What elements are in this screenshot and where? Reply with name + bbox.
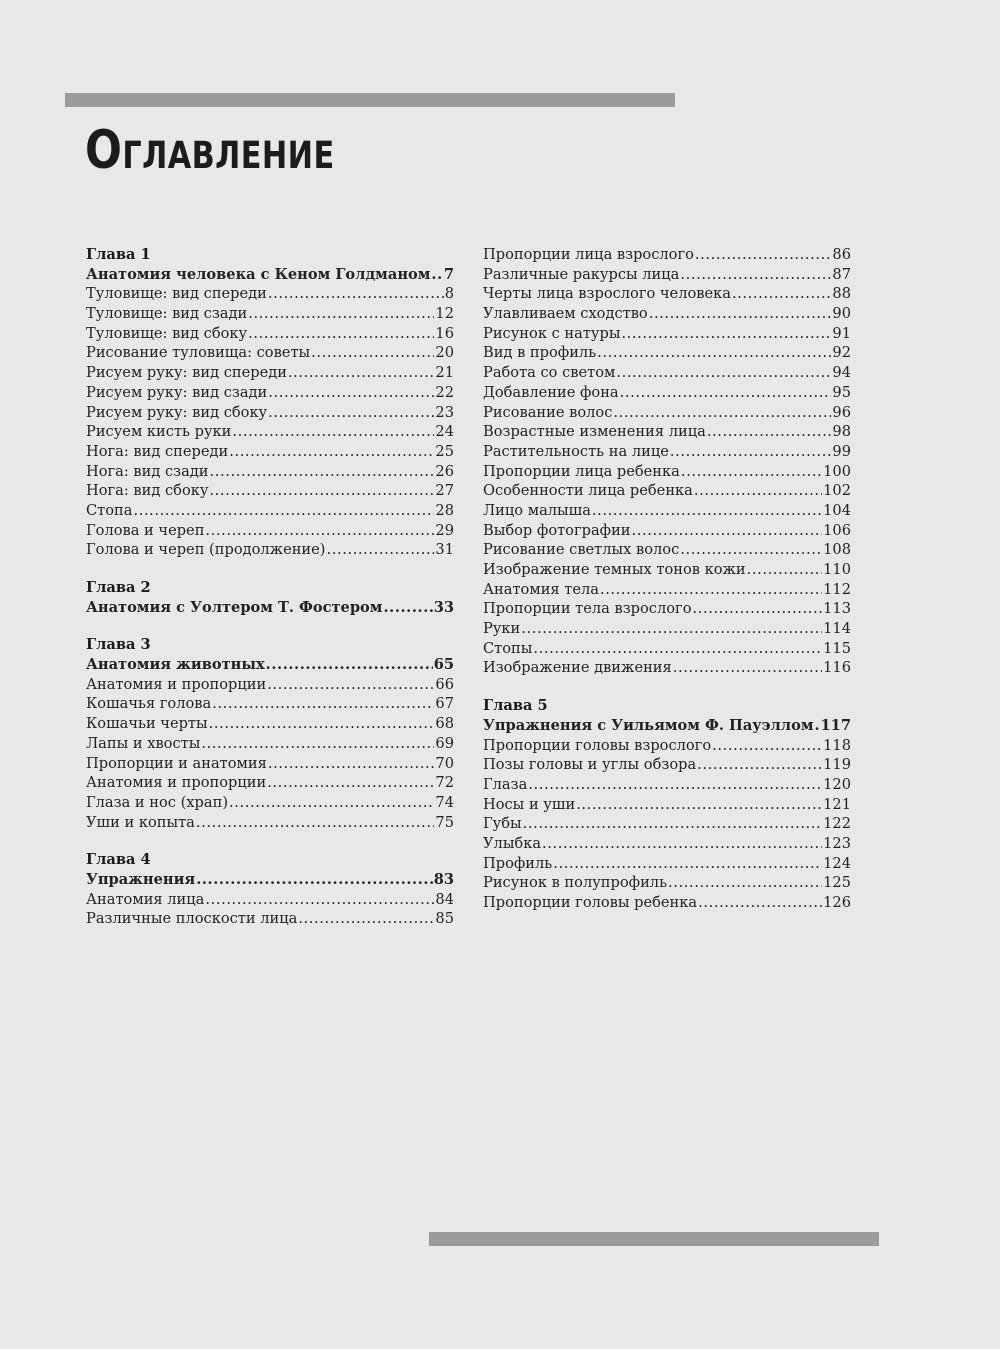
toc-entry-page: 70 [435,754,454,772]
toc-entry[interactable] [86,754,454,774]
dot-leader [528,775,822,795]
dot-leader [707,422,832,442]
toc-entry[interactable] [86,284,454,304]
dot-leader [431,265,442,285]
toc-entry-page: 110 [823,561,851,578]
toc-entry-title: Нога: вид сзади [86,462,209,480]
dot-leader [288,363,435,383]
dot-leader [266,655,433,675]
toc-entry[interactable] [86,501,454,521]
toc-entry[interactable] [483,540,851,560]
toc-entry-title: Анатомия человека с Кеном Голдманом [86,265,431,283]
toc-entry[interactable] [483,481,851,501]
toc-entry[interactable] [483,893,851,913]
dot-leader [600,580,822,600]
dot-leader [133,501,434,521]
toc-entry-title: Анатомия и пропорции [86,774,267,792]
toc-entry-title: Туловище: вид спереди [86,285,267,303]
toc-entry[interactable] [86,675,454,695]
dot-leader [576,795,822,815]
dot-leader [267,675,434,695]
dot-leader [698,893,822,913]
toc-entry-title: Рисунок в полупрофиль [483,874,668,892]
dot-leader [681,462,822,482]
toc-entry[interactable] [483,639,851,659]
toc-entry[interactable] [86,813,454,833]
toc-entry-title: Рисование светлых волос [483,541,680,559]
toc-entry[interactable] [483,834,851,854]
toc-entry[interactable] [86,383,454,403]
dot-leader [327,540,435,560]
toc-left-column [86,245,454,947]
toc-entry-title: Рисуем руку: вид спереди [86,364,287,382]
dot-leader [732,284,831,304]
toc-entry-page: 117 [820,716,851,734]
toc-entry-page: 92 [832,344,851,362]
toc-entry-title: Нога: вид спереди [86,442,229,460]
toc-entry[interactable] [483,383,851,403]
toc-entry-page: 67 [435,695,454,713]
dot-leader [268,403,434,423]
toc-entry-page: 75 [435,813,454,831]
toc-entry-title: Голова и череп (продолжение) [86,541,326,559]
dot-leader [209,481,434,501]
toc-entry[interactable] [483,265,851,285]
dot-leader [383,598,432,618]
toc-entry-title: Упражнения [86,870,196,888]
toc-entry-page: 121 [823,795,851,813]
toc-entry-page: 72 [435,774,454,792]
dot-leader [209,714,435,734]
toc-entry-page: 123 [823,834,851,852]
page-title: Оглавление [85,120,335,181]
dot-leader [592,501,822,521]
toc-entry[interactable] [483,795,851,815]
toc-entry-page: 23 [435,403,454,421]
toc-entry-title: Различные ракурсы лица [483,265,680,283]
toc-entry[interactable] [86,540,454,560]
toc-entry-title: Кошачьи черты [86,715,208,733]
toc-entry[interactable] [483,324,851,344]
dot-leader [621,324,831,344]
toc-entry-page: 91 [832,324,851,342]
dot-leader [712,736,822,756]
toc-entry-page: 124 [823,854,851,872]
toc-entry-title: Анатомия с Уолтером Т. Фостером [86,598,383,616]
bottom-decorative-bar [429,1232,879,1246]
dot-leader [523,814,822,834]
toc-entry[interactable] [86,422,454,442]
dot-leader [680,540,822,560]
toc-entry-title: Позы головы и углы обзора [483,756,697,774]
toc-entry-page: 99 [832,442,851,460]
dot-leader [205,521,434,541]
toc-entry-title: Глаза [483,775,528,793]
toc-entry-page: 66 [435,675,454,693]
toc-entry-title: Профиль [483,854,553,872]
toc-entry-title: Изображение движения [483,659,672,677]
toc-entry[interactable] [86,734,454,754]
dot-leader [680,265,831,285]
toc-entry-page: 94 [832,364,851,382]
toc-entry[interactable] [86,909,454,929]
toc-chapter [86,850,454,929]
toc-entry[interactable] [86,655,454,675]
toc-entry-page: 33 [433,598,454,616]
dot-leader [229,442,434,462]
dot-leader [694,481,822,501]
toc-entry[interactable] [86,598,454,618]
toc-chapter [483,245,851,678]
toc-entry[interactable] [483,501,851,521]
toc-entry-page: 84 [435,890,454,908]
toc-entry[interactable] [483,422,851,442]
toc-entry-title: Анатомия лица [86,890,205,908]
toc-entry[interactable] [86,343,454,363]
dot-leader [697,755,822,775]
dot-leader [542,834,822,854]
dot-leader [668,873,822,893]
toc-entry-page: 22 [435,383,454,401]
toc-entry[interactable] [483,304,851,324]
dot-leader [533,639,822,659]
toc-entry-title: Особенности лица ребенка [483,482,693,500]
toc-entry[interactable] [86,304,454,324]
toc-entry-page: 102 [823,482,851,500]
toc-entry[interactable] [86,462,454,482]
chapter-label: Глава 3 [86,636,151,654]
chapter-label: Глава 4 [86,851,151,869]
toc-entry-title: Анатомия животных [86,656,265,674]
toc-entry[interactable] [483,580,851,600]
toc-entry-page: 120 [823,775,851,793]
top-decorative-bar [65,93,675,107]
toc-entry-page: 28 [435,501,454,519]
toc-entry-title: Глаза и нос (храп) [86,793,229,811]
toc-entry[interactable] [86,363,454,383]
toc-entry-page: 25 [435,442,454,460]
toc-entry-page: 7 [443,265,454,283]
toc-entry-page: 112 [823,580,851,598]
toc-chapter [86,578,454,617]
dot-leader [747,560,822,580]
dot-leader [268,284,444,304]
toc-entry-page: 85 [435,910,454,928]
toc-entry-page: 8 [444,285,454,303]
toc-entry[interactable] [483,284,851,304]
toc-entry[interactable] [86,324,454,344]
toc-chapter [86,635,454,832]
toc-entry-page: 26 [435,462,454,480]
chapter-label: Глава 2 [86,579,151,596]
toc-entry-page: 108 [823,541,851,559]
chapter-label: Глава 1 [86,246,151,263]
toc-entry[interactable] [86,265,454,285]
toc-entry-title: Улавливаем сходство [483,305,648,323]
toc-entry-page: 12 [435,305,454,323]
dot-leader [267,773,434,793]
dot-leader [196,813,435,833]
toc-entry-page: 119 [823,756,851,774]
dot-leader [553,854,822,874]
toc-entry-title: Рисуем руку: вид сбоку [86,403,268,421]
dot-leader [613,403,831,423]
dot-leader [268,754,435,774]
toc-entry-title: Кошачья голова [86,695,212,713]
toc-entry-title: Растительность на лице [483,442,669,460]
toc-entry-page: 21 [435,364,454,382]
toc-entry[interactable] [86,773,454,793]
dot-leader [311,343,434,363]
dot-leader [210,462,435,482]
toc-entry-title: Голова и череп [86,521,205,539]
toc-entry-title: Изображение темных тонов кожи [483,561,746,578]
toc-entry-title: Рисование туловища: советы [86,344,311,362]
toc-entry[interactable] [483,736,851,756]
dot-leader [673,658,822,678]
toc-entry-title: Упражнения с Уильямом Ф. Пауэллом [483,716,814,734]
toc-entry[interactable] [483,403,851,423]
toc-entry[interactable] [483,560,851,580]
toc-entry-page: 74 [435,793,454,811]
dot-leader [616,363,831,383]
toc-entry[interactable] [483,363,851,383]
toc-entry[interactable] [86,870,454,890]
toc-entry-title: Пропорции тела взрослого [483,600,692,618]
toc-entry-page: 83 [433,870,454,888]
toc-entry[interactable] [86,890,454,910]
dot-leader [212,694,434,714]
toc-entry-page: 20 [435,344,454,362]
toc-entry-title: Носы и уши [483,795,576,813]
toc-entry-title: Лапы и хвосты [86,734,201,752]
toc-entry-title: Черты лица взрослого человека [483,285,731,303]
toc-entry-page: 96 [832,403,851,421]
toc-entry-page: 95 [832,383,851,401]
dot-leader [298,909,434,929]
dot-leader [692,599,822,619]
toc-entry-page: 113 [823,600,851,618]
toc-entry-page: 31 [435,541,454,559]
toc-entry[interactable] [483,658,851,678]
toc-entry-title: Добавление фона [483,383,619,401]
toc-entry-title: Стопа [86,501,133,519]
dot-leader [815,716,820,736]
toc-chapter [483,696,851,913]
dot-leader [649,304,832,324]
toc-entry-page: 100 [823,462,851,480]
toc-entry-title: Различные плоскости лица [86,910,298,928]
dot-leader [620,383,832,403]
toc-entry-page: 27 [435,482,454,500]
toc-entry[interactable] [86,521,454,541]
toc-entry-title: Выбор фотографии [483,521,631,539]
toc-entry-title: Пропорции лица взрослого [483,246,694,263]
toc-entry-title: Губы [483,815,522,833]
toc-entry[interactable] [86,694,454,714]
toc-entry-page: 29 [435,521,454,539]
toc-entry[interactable] [86,403,454,423]
toc-entry-page: 24 [435,423,454,441]
toc-entry[interactable] [483,775,851,795]
toc-entry[interactable] [483,599,851,619]
toc-entry-page: 68 [435,715,454,733]
chapter-label: Глава 5 [483,697,548,715]
toc-entry-title: Пропорции головы ребенка [483,894,698,911]
dot-leader [205,890,434,910]
toc-entry[interactable] [86,481,454,501]
dot-leader [196,870,433,890]
toc-entry-title: Вид в профиль [483,344,597,362]
toc-entry-page: 87 [832,265,851,283]
dot-leader [268,383,434,403]
toc-entry-page: 69 [435,734,454,752]
toc-entry[interactable] [483,245,851,265]
toc-entry[interactable] [86,793,454,813]
toc-entry-title: Туловище: вид сзади [86,305,248,323]
toc-entry-title: Руки [483,620,521,638]
toc-entry[interactable] [86,714,454,734]
toc-entry-title: Пропорции головы взрослого [483,736,712,754]
toc-entry[interactable] [483,854,851,874]
dot-leader [670,442,832,462]
toc-chapter [86,245,454,560]
toc-entry-page: 125 [823,874,851,892]
toc-entry[interactable] [483,462,851,482]
toc-entry[interactable] [483,814,851,834]
toc-entry[interactable] [483,343,851,363]
toc-entry-title: Лицо малыша [483,501,591,519]
toc-entry-page: 98 [832,423,851,441]
dot-leader [695,245,832,265]
toc-entry-page: 106 [823,521,851,539]
toc-entry-title: Пропорции лица ребенка [483,462,680,480]
dot-leader [232,422,434,442]
toc-entry[interactable] [483,755,851,775]
toc-entry-title: Возрастные изменения лица [483,423,706,441]
toc-entry-title: Анатомия и пропорции [86,675,267,693]
toc-entry-title: Рисуем кисть руки [86,423,232,441]
dot-leader [632,521,823,541]
toc-entry[interactable] [483,442,851,462]
toc-entry-page: 65 [433,656,454,674]
toc-entry-page: 86 [832,246,851,263]
toc-entry[interactable] [86,442,454,462]
toc-entry-title: Туловище: вид сбоку [86,324,248,342]
toc-entry[interactable] [483,521,851,541]
toc-entry-title: Анатомия тела [483,580,599,598]
toc-entry-page: 88 [832,285,851,303]
toc-entry-title: Улыбка [483,834,542,852]
toc-entry-title: Уши и копыта [86,813,195,831]
toc-entry-title: Пропорции и анатомия [86,754,267,772]
toc-entry-page: 122 [823,815,851,833]
dot-leader [597,343,831,363]
dot-leader [521,619,822,639]
toc-entry-title: Работа со светом [483,364,616,382]
toc-entry-page: 104 [823,501,851,519]
toc-right-column [483,245,851,931]
toc-entry-title: Рисуем руку: вид сзади [86,383,268,401]
toc-entry-page: 90 [832,305,851,323]
toc-entry-page: 118 [823,736,851,754]
toc-entry[interactable] [483,716,851,736]
toc-entry-page: 126 [823,894,851,911]
dot-leader [248,304,434,324]
toc-entry-page: 115 [823,639,851,657]
dot-leader [201,734,434,754]
toc-entry-title: Стопы [483,639,533,657]
toc-entry-page: 114 [823,620,851,638]
toc-entry[interactable] [483,873,851,893]
dot-leader [248,324,434,344]
toc-entry-title: Нога: вид сбоку [86,482,209,500]
toc-entry-page: 116 [823,659,851,677]
toc-entry-page: 16 [435,324,454,342]
toc-entry-title: Рисование волос [483,403,613,421]
toc-entry[interactable] [483,619,851,639]
dot-leader [229,793,434,813]
toc-entry-title: Рисунок с натуры [483,324,621,342]
